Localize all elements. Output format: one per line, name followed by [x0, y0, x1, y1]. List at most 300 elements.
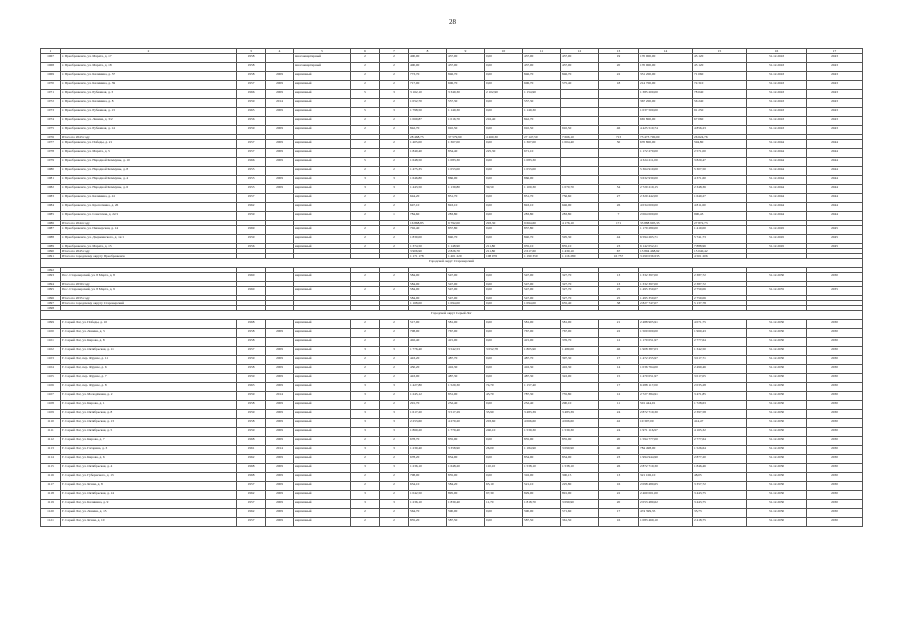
- table-cell: 14: [599, 365, 639, 374]
- table-cell: 4 856,23: [693, 126, 747, 135]
- table-cell: 361,50: [561, 518, 599, 527]
- table-cell: 1078: [41, 149, 61, 158]
- table-cell: кирпичный: [294, 212, 351, 221]
- table-cell: 1958: [237, 338, 266, 347]
- table-cell: 587,50: [523, 518, 561, 527]
- table-row: [41, 464, 863, 473]
- table-cell: 3: [351, 500, 380, 509]
- table-cell: 1093: [41, 273, 61, 282]
- table-cell: 31.12.2043: [747, 117, 807, 126]
- table-cell: 487,30: [523, 374, 561, 383]
- table-cell: 2043: [807, 81, 863, 90]
- table-cell: 3 443,75: [693, 491, 747, 500]
- column-number: 5: [294, 49, 351, 54]
- table-cell: 1 830,00: [409, 235, 447, 244]
- table-cell: 1092: [41, 268, 61, 273]
- table-cell: 1 149,30: [523, 108, 561, 117]
- table-cell: 1958: [237, 329, 266, 338]
- table-cell: 2043: [807, 63, 863, 72]
- table-cell: 16 757: [599, 254, 639, 259]
- table-cell: 1088: [41, 235, 61, 244]
- table-row: [41, 482, 863, 491]
- table-cell: 3: [380, 108, 409, 117]
- table-cell: 2: [351, 437, 380, 446]
- table-cell: 67: [599, 249, 639, 254]
- table-cell: 1 860,20: [409, 428, 447, 437]
- table-cell: 321 106,10: [639, 473, 693, 482]
- table-cell: 2009: [266, 72, 294, 81]
- table-cell: 1100: [41, 329, 61, 338]
- table-row: [41, 455, 863, 464]
- table-cell: 63,10: [485, 482, 523, 491]
- table-cell: г. Преображенск, ул. Рубежная, д. 14: [61, 126, 237, 135]
- table-cell: 1096: [41, 296, 61, 301]
- table-cell: 322,00: [561, 374, 599, 383]
- table-cell: 6 594 265,71: [639, 235, 693, 244]
- table-cell: 1085: [41, 212, 61, 221]
- table-cell: 1 332 397,00: [639, 273, 693, 282]
- column-number: 9: [447, 49, 485, 54]
- table-cell: 0,00: [485, 167, 523, 176]
- table-cell: 31.12.2030: [747, 473, 807, 482]
- table-cell: Г. Серый Лог, ул. Кирова, д. 8: [61, 338, 237, 347]
- table-cell: 2009: [266, 149, 294, 158]
- table-cell: 1968: [237, 320, 266, 329]
- table-cell: 835,00: [447, 473, 485, 482]
- table-cell: 557,30: [523, 99, 561, 108]
- table-cell: 717,00: [409, 81, 447, 90]
- table-cell: 4 066,60: [561, 419, 599, 428]
- table-cell: 0,00: [485, 226, 523, 235]
- table-cell: Итого по 2030 году: [61, 282, 237, 287]
- table-cell: 834,90: [523, 455, 561, 464]
- table-cell: 1 648,50: [409, 158, 447, 167]
- table-cell: 575,40: [561, 81, 599, 90]
- table-cell: 2009: [266, 108, 294, 117]
- table-cell: 6 288 117,00: [639, 383, 693, 392]
- table-cell: [561, 158, 599, 167]
- table-cell: 866,00: [523, 176, 561, 185]
- table-cell: 1 170 051,97: [639, 338, 693, 347]
- table-cell: 2: [380, 374, 409, 383]
- table-cell: 735,80: [561, 392, 599, 401]
- table-cell: 1959: [237, 410, 266, 419]
- table-cell: 1962: [237, 509, 266, 518]
- table-cell: 31.12.2030: [747, 482, 807, 491]
- table-cell: 2009: [266, 464, 294, 473]
- table-cell: 283,80: [447, 212, 485, 221]
- table-cell: 416,30: [561, 365, 599, 374]
- table-cell: 3 632 930,00: [639, 176, 693, 185]
- table-cell: кирпичный: [294, 473, 351, 482]
- table-cell: 0,00: [485, 63, 523, 72]
- table-row: [41, 347, 863, 356]
- table-cell: 31.12.2030: [747, 464, 807, 473]
- table-cell: 2009: [266, 473, 294, 482]
- table-cell: 54: [599, 185, 639, 194]
- table-cell: кирпичный: [294, 126, 351, 135]
- table-cell: 2009: [266, 374, 294, 383]
- table-cell: 1073: [41, 108, 61, 117]
- table-cell: 678,70: [409, 437, 447, 446]
- table-cell: 1 083 469,10: [639, 518, 693, 527]
- table-cell: 2030: [807, 464, 863, 473]
- table-cell: 829,00: [523, 491, 561, 500]
- table-cell: 1968: [237, 464, 266, 473]
- table-cell: 0,00: [485, 212, 523, 221]
- table-cell: 670 800,00: [639, 140, 693, 149]
- table-cell: 1 154,90: [523, 90, 561, 99]
- table-cell: Г. Серый Лог, ул. Губернского, д. 13: [61, 473, 237, 482]
- table-cell: 1115: [41, 464, 61, 473]
- table-cell: 1 617,20: [409, 410, 447, 419]
- table-cell: 1 004,40: [561, 140, 599, 149]
- table-cell: 1 171 178: [409, 254, 447, 259]
- table-cell: 1 332 397,00: [639, 282, 693, 287]
- table-cell: 2030: [807, 410, 863, 419]
- table-cell: 1099: [41, 320, 61, 329]
- table-cell: 846,70: [561, 72, 599, 81]
- table-cell: 48,05: [693, 473, 747, 482]
- table-cell: кирпичный: [294, 167, 351, 176]
- table-cell: 594,80: [693, 140, 747, 149]
- table-cell: г. Преображенск, ул. Народной Коммуны, д. 10: [61, 158, 237, 167]
- table-cell: 1961: [237, 446, 266, 455]
- table-cell: 1 052,70: [409, 99, 447, 108]
- table-cell: 1959: [237, 428, 266, 437]
- table-cell: 4 176,10: [561, 221, 599, 226]
- table-cell: 1 971 116,97: [639, 428, 693, 437]
- table-cell: 1 640,27: [693, 194, 747, 203]
- table-cell: 1957: [237, 482, 266, 491]
- table-cell: 0,00: [485, 158, 523, 167]
- table-cell: 1966: [237, 158, 266, 167]
- table-cell: 2 777,64: [693, 338, 747, 347]
- table-cell: 1968: [237, 437, 266, 446]
- table-cell: 2: [351, 72, 380, 81]
- table-cell: 837,80: [523, 226, 561, 235]
- table-cell: [266, 273, 294, 282]
- table-cell: 16 868,85: [409, 221, 447, 226]
- table-cell: 31.12.2030: [747, 356, 807, 365]
- table-cell: 1 410,00: [693, 226, 747, 235]
- table-cell: 644,20: [409, 194, 447, 203]
- table-cell: 2: [380, 437, 409, 446]
- table-cell: 1 016,70: [447, 117, 485, 126]
- table-cell: 1106: [41, 383, 61, 392]
- table-cell: 1 594 777,00: [639, 437, 693, 446]
- table-cell: 22: [599, 329, 639, 338]
- table-cell: 3: [380, 464, 409, 473]
- table-row: [41, 329, 863, 338]
- table-cell: 2009: [266, 491, 294, 500]
- table-cell: 0,00: [485, 235, 523, 244]
- table-cell: 327,70: [561, 287, 599, 296]
- table-cell: 2 617,60: [523, 249, 561, 254]
- table-cell: 1098: [41, 306, 61, 311]
- table-row: [41, 473, 863, 482]
- table-cell: [266, 54, 294, 63]
- table-cell: 835,90: [523, 437, 561, 446]
- table-cell: 2043: [807, 99, 863, 108]
- table-cell: [599, 108, 639, 117]
- table-cell: 1958: [237, 401, 266, 410]
- table-cell: Пос. Староверский, ул. 8 Марта, д. 9: [61, 287, 237, 296]
- column-number: 12: [561, 49, 599, 54]
- table-cell: 3: [351, 428, 380, 437]
- table-cell: 2: [351, 401, 380, 410]
- table-cell: 2043: [807, 117, 863, 126]
- table-row: [41, 72, 863, 81]
- table-cell: кирпичный: [294, 117, 351, 126]
- table-cell: 1 405,00: [409, 140, 447, 149]
- table-cell: 2043: [807, 108, 863, 117]
- table-cell: 31.12.2030: [747, 329, 807, 338]
- table-cell: 2009: [266, 126, 294, 135]
- table-cell: 1 042,50: [409, 491, 447, 500]
- table-cell: г. Преображенск, ул. Победы, д. 21: [61, 140, 237, 149]
- table-cell: 12: [599, 392, 639, 401]
- table-cell: 43,70: [485, 392, 523, 401]
- table-cell: 1962: [237, 455, 266, 464]
- table-cell: 74,70: [485, 383, 523, 392]
- table-cell: [561, 226, 599, 235]
- table-cell: кирпичный: [294, 491, 351, 500]
- table-cell: 2 064 000,00: [639, 212, 693, 221]
- table-cell: 1 053,00: [447, 167, 485, 176]
- table-cell: 13: [599, 473, 639, 482]
- table-cell: 840,70: [523, 235, 561, 244]
- table-cell: 108 076: [485, 254, 523, 259]
- table-cell: 1071: [41, 90, 61, 99]
- table-cell: кирпичный: [294, 518, 351, 527]
- table-row: [41, 158, 863, 167]
- table-cell: 397,30: [561, 356, 599, 365]
- table-cell: 1 500 000,00: [639, 329, 693, 338]
- table-cell: Г. Серый Лог, пер. Фрунзе, д. 11: [61, 356, 237, 365]
- table-cell: 1 539,30: [561, 428, 599, 437]
- table-cell: [561, 90, 599, 99]
- table-cell: 1957: [237, 518, 266, 527]
- table-cell: 24: [599, 428, 639, 437]
- table-row: [41, 185, 863, 194]
- table-cell: 834,90: [447, 455, 485, 464]
- table-cell: Г. Серый Лог, ул. Октябрьская, д. 14: [61, 491, 237, 500]
- table-cell: 835,20: [409, 518, 447, 527]
- table-cell: 1 236,10: [409, 464, 447, 473]
- table-cell: 46: [599, 347, 639, 356]
- table-cell: 2: [380, 392, 409, 401]
- table-cell: 671,10: [523, 149, 561, 158]
- table-cell: 1 070,70: [561, 185, 599, 194]
- table-cell: 290,10: [561, 401, 599, 410]
- table-cell: 437,00: [523, 54, 561, 63]
- table-cell: 0,00: [485, 509, 523, 518]
- table-row: [41, 54, 863, 63]
- table-cell: 1 538,10: [561, 464, 599, 473]
- table-cell: 2045: [807, 226, 863, 235]
- section-header-row: [41, 311, 863, 320]
- table-cell: 2009: [266, 437, 294, 446]
- table-cell: 2044: [807, 140, 863, 149]
- table-cell: 2035: [807, 287, 863, 296]
- table-cell: 1112: [41, 437, 61, 446]
- table-cell: 2 387,72: [693, 282, 747, 287]
- table-cell: кирпичный: [294, 158, 351, 167]
- table-cell: кирпичный: [294, 273, 351, 282]
- table-cell: 3: [380, 185, 409, 194]
- table-cell: 31.12.2030: [747, 392, 807, 401]
- table-cell: 1 236,10: [409, 500, 447, 509]
- table-cell: [561, 99, 599, 108]
- table-cell: 1 116 280: [561, 254, 599, 259]
- table-cell: кирпичный: [294, 383, 351, 392]
- table-cell: 0,00: [485, 176, 523, 185]
- table-cell: 2009: [266, 140, 294, 149]
- table-cell: 2044: [807, 185, 863, 194]
- table-cell: 1 230,40: [409, 446, 447, 455]
- table-cell: 1 908 387,03: [639, 347, 693, 356]
- table-cell: кирпичный: [294, 287, 351, 296]
- table-cell: 584,20: [447, 482, 485, 491]
- table-cell: 3 017,05: [693, 374, 747, 383]
- table-cell: 31.12.2045: [747, 226, 807, 235]
- table-cell: 3: [351, 185, 380, 194]
- table-cell: 2: [351, 54, 380, 63]
- table-cell: 56 240: [693, 99, 747, 108]
- table-cell: 1 960,43: [693, 329, 747, 338]
- table-cell: 327,70: [561, 282, 599, 287]
- table-cell: 225,30: [485, 149, 523, 158]
- table-cell: 45 120: [693, 54, 747, 63]
- table-cell: 91 250: [693, 108, 747, 117]
- table-cell: 866,00: [447, 176, 485, 185]
- table-cell: 1086: [41, 221, 61, 226]
- table-cell: [599, 117, 639, 126]
- table-row: [41, 509, 863, 518]
- table-cell: 1118: [41, 491, 61, 500]
- table-cell: 3: [380, 419, 409, 428]
- table-cell: 2030: [807, 482, 863, 491]
- table-cell: 1090: [41, 249, 61, 254]
- table-cell: 1 139,80: [447, 185, 485, 194]
- table-cell: 0,00: [485, 81, 523, 90]
- table-cell: 0,00: [485, 365, 523, 374]
- table-cell: 1111: [41, 428, 61, 437]
- table-row: [41, 338, 863, 347]
- table-cell: 2 053 480,62: [639, 500, 693, 509]
- table-cell: 5 307,50: [693, 167, 747, 176]
- table-cell: [266, 320, 294, 329]
- table-cell: г. Преображенск, ул. Калинина, д. 41: [61, 194, 237, 203]
- table-cell: 2: [380, 81, 409, 90]
- table-cell: [266, 226, 294, 235]
- table-cell: 2: [380, 54, 409, 63]
- table-row: [41, 235, 863, 244]
- table-row: [41, 419, 863, 428]
- table-cell: 2009: [266, 347, 294, 356]
- table-cell: 1 430,10: [561, 249, 599, 254]
- table-cell: 2: [380, 356, 409, 365]
- table-cell: 1953: [237, 185, 266, 194]
- table-cell: Г. Серый Лог, ул. Октябрьская, д. 13: [61, 419, 237, 428]
- table-cell: 44: [599, 235, 639, 244]
- table-cell: 2 387,72: [693, 273, 747, 282]
- table-cell: 2 490,46: [693, 365, 747, 374]
- table-cell: 31.12.2044: [747, 212, 807, 221]
- table-cell: 0,00: [485, 356, 523, 365]
- table-cell: 1 083,30: [447, 158, 485, 167]
- table-row: [41, 365, 863, 374]
- table-cell: 2 720 219,15: [639, 185, 693, 194]
- table-cell: г. Преображенск, ул. Кропоткина, д. 26: [61, 203, 237, 212]
- table-cell: 1101: [41, 338, 61, 347]
- table-cell: 3: [351, 410, 380, 419]
- table-row: [41, 167, 863, 176]
- table-row: [41, 392, 863, 401]
- table-cell: 6 142 052,21: [639, 244, 693, 249]
- table-cell: 2 877,20: [693, 455, 747, 464]
- table-cell: г. Преображенск, ул. Калинина, д. 8: [61, 99, 237, 108]
- table-cell: 0,00: [485, 203, 523, 212]
- table-cell: 31.12.2044: [747, 185, 807, 194]
- table-cell: 910,50: [447, 126, 485, 135]
- table-cell: 2043: [807, 90, 863, 99]
- table-cell: 837,80: [447, 226, 485, 235]
- table-cell: 0,00: [485, 108, 523, 117]
- table-cell: кирпичный: [294, 90, 351, 99]
- table-cell: 252,40: [447, 401, 485, 410]
- table-cell: кирпичный: [294, 482, 351, 491]
- table-cell: 9 792,00: [447, 221, 485, 226]
- table-cell: 784 498,00: [639, 446, 693, 455]
- table-cell: 1105: [41, 374, 61, 383]
- table-cell: 437,00: [561, 63, 599, 72]
- table-cell: 990,43: [693, 212, 747, 221]
- table-cell: 31.12.2030: [747, 500, 807, 509]
- table-cell: 2: [351, 329, 380, 338]
- table-cell: 834,90: [561, 455, 599, 464]
- table-cell: 1068: [41, 63, 61, 72]
- table-cell: 0,00: [485, 72, 523, 81]
- table-cell: 846,70: [523, 72, 561, 81]
- column-number: 4: [266, 49, 294, 54]
- table-cell: 1114: [41, 455, 61, 464]
- table-cell: 211,80: [485, 249, 523, 254]
- table-cell: г. Преображенск, ул. Рубежная, д. 13: [61, 108, 237, 117]
- table-cell: 1 245,12: [409, 392, 447, 401]
- table-cell: Г. Серый Лог, ул. Победы, д. 10: [61, 320, 237, 329]
- table-cell: 3 483,39: [561, 410, 599, 419]
- table-cell: 1 776,40: [409, 347, 447, 356]
- table-cell: 31.12.2045: [747, 235, 807, 244]
- table-cell: 9 664,60: [523, 221, 561, 226]
- table-cell: 1083: [41, 194, 61, 203]
- table-cell: 1957: [237, 149, 266, 158]
- table-cell: 22: [599, 72, 639, 81]
- table-cell: Итого по городскому округу Преображенск: [61, 254, 237, 259]
- table-cell: 31.12.2030: [747, 374, 807, 383]
- table-cell: 521,10: [523, 482, 561, 491]
- table-cell: [599, 158, 639, 167]
- table-cell: 1 472 255,97: [639, 356, 693, 365]
- table-cell: 4 811,60: [693, 203, 747, 212]
- table-cell: 2030: [807, 518, 863, 527]
- table-cell: 1 805,90: [523, 347, 561, 356]
- table-cell: 1 840,40: [409, 149, 447, 158]
- table-cell: 1113: [41, 446, 61, 455]
- table-cell: 437,00: [523, 63, 561, 72]
